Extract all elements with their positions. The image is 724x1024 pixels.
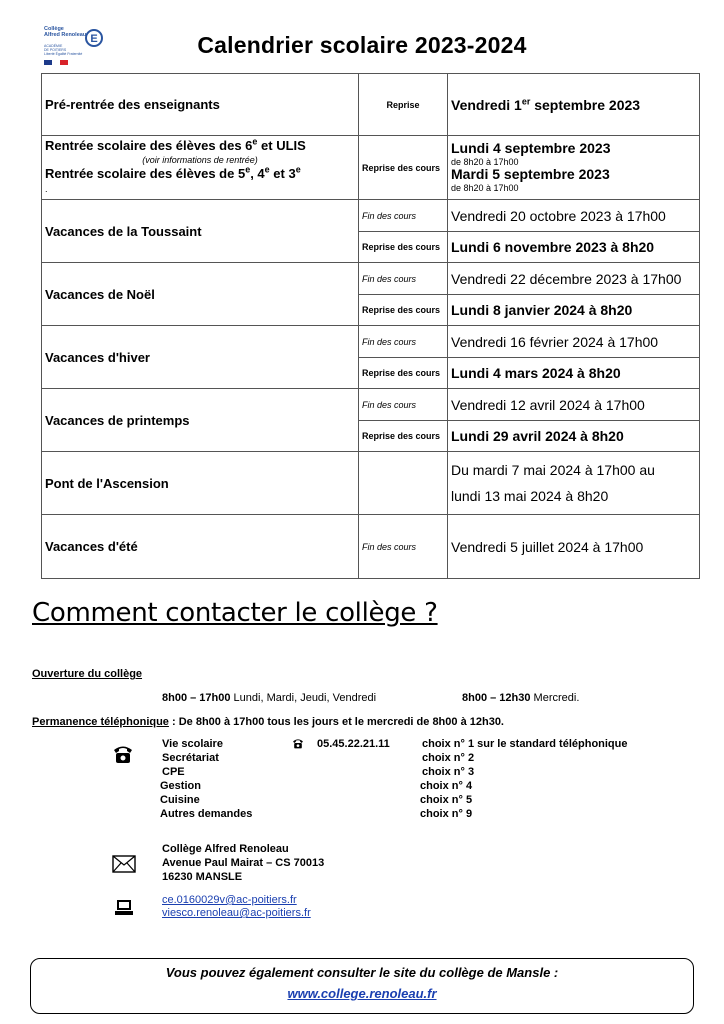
service-choice: choix n° 9 [420, 808, 473, 820]
row-date: Vendredi 5 juillet 2024 à 17h00 [448, 515, 700, 579]
date-line: Du mardi 7 mai 2024 à 17h00 au [451, 462, 655, 478]
hours-weekdays [162, 692, 376, 704]
service-choice: choix n° 4 [420, 780, 473, 792]
envelope-icon [112, 855, 136, 873]
row-mid: Reprise des cours [359, 358, 448, 389]
row-date: Lundi 6 novembre 2023 à 8h20 [448, 232, 700, 263]
label-part: et 3 [269, 166, 296, 181]
logo-sub2: DE POITIERS [44, 48, 67, 52]
service-choice: choix n° 5 [420, 794, 473, 806]
label-part: Rentrée scolaire des élèves des 6 [45, 138, 253, 153]
table-row [42, 263, 700, 295]
row-label: Pré-rentrée des enseignants [42, 74, 359, 136]
permanence-label: Permanence téléphonique [32, 716, 169, 728]
hours-time: 8h00 – 17h00 [162, 692, 231, 704]
label-sup: e [252, 136, 258, 147]
address-line: Collège Alfred Renoleau [162, 843, 289, 855]
website-box [30, 958, 694, 1014]
date-line: Lundi 4 septembre 2023 [451, 139, 611, 156]
row-date: Vendredi 22 décembre 2023 à 17h00 [448, 263, 700, 295]
service-name: Autres demandes [160, 808, 253, 820]
permanence-text: : De 8h00 à 17h00 tous les jours et le mercredi de 8h00 à 12h30. [168, 716, 504, 728]
row-label: Vacances d'été [42, 515, 359, 579]
date-line: lundi 13 mai 2024 à 8h20 [451, 488, 609, 504]
address-line: Avenue Paul Mairat – CS 70013 [162, 857, 325, 869]
logo-sub3: Liberté Égalité Fraternité [44, 52, 83, 56]
service-choice: choix n° 2 [422, 752, 475, 764]
label-part: , 4 [250, 166, 265, 181]
row-label: Pont de l'Ascension [42, 452, 359, 515]
label-part: Rentrée scolaire des élèves de 5 [45, 166, 246, 181]
telephone-icon [112, 744, 134, 764]
table-row [42, 136, 700, 200]
table-row [42, 515, 700, 579]
label-sup: e [245, 164, 251, 175]
service-name: Secrétariat [162, 752, 219, 764]
row-date [448, 74, 700, 136]
service-name: Vie scolaire [162, 738, 223, 750]
time-line: de 8h20 à 17h00 [451, 156, 519, 167]
ouverture-label: Ouverture du collège [32, 668, 143, 680]
svg-text:E: E [90, 33, 98, 45]
service-choice: choix n° 3 [422, 766, 475, 778]
date-sup: er [521, 95, 531, 106]
label-sup: e [295, 164, 301, 175]
table-row [42, 452, 700, 515]
logo-sub1: ACADÉMIE [44, 44, 63, 48]
date-line: Mardi 5 septembre 2023 [451, 165, 610, 182]
service-name: Gestion [160, 780, 201, 792]
table-row [42, 389, 700, 421]
page-title: Calendrier scolaire 2023-2024 [197, 32, 527, 58]
website-link[interactable]: www.college.renoleau.fr [287, 986, 437, 1001]
row-date [448, 136, 700, 200]
row-mid: Reprise des cours [359, 232, 448, 263]
row-mid: Fin des cours [359, 515, 448, 579]
logo-line1: Collège [44, 26, 64, 32]
permanence-line [32, 716, 504, 728]
hours-days: Mercredi. [530, 692, 580, 704]
row-date: Lundi 4 mars 2024 à 8h20 [448, 358, 700, 389]
row-label [42, 136, 359, 200]
row-mid: Reprise des cours [359, 295, 448, 326]
table-row [42, 326, 700, 358]
hours-time: 8h00 – 12h30 [462, 692, 531, 704]
logo-line2: Alfred Renoleau [44, 32, 87, 38]
phone-number: 05.45.22.21.11 [317, 738, 390, 750]
label-sup: e [264, 164, 270, 175]
row-mid: Reprise des cours [359, 421, 448, 452]
row-label: Vacances de printemps [42, 389, 359, 452]
computer-icon [114, 899, 134, 917]
label-part: et ULIS [257, 138, 306, 153]
row-mid: Reprise [359, 74, 448, 136]
row-date [448, 452, 700, 515]
row-label: Vacances de Noël [42, 263, 359, 326]
table-row [42, 74, 700, 136]
date-part: septembre 2023 [530, 96, 641, 113]
telephone-small-icon [292, 738, 304, 749]
hours-wednesday [462, 692, 579, 704]
row-date: Vendredi 16 février 2024 à 17h00 [448, 326, 700, 358]
row-mid: Fin des cours [359, 263, 448, 295]
label-dot: . [45, 184, 48, 194]
date-part: Vendredi 1 [451, 96, 522, 113]
contact-heading: Comment contacter le collège ? [32, 598, 438, 628]
address-line: 16230 MANSLE [162, 871, 243, 883]
website-text: Vous pouvez également consulter le site du collège de Mansle : [165, 965, 559, 980]
calendar-table [41, 73, 700, 579]
french-flag-icon [44, 60, 68, 65]
row-mid: Fin des cours [359, 200, 448, 232]
row-date: Vendredi 20 octobre 2023 à 17h00 [448, 200, 700, 232]
row-mid: Fin des cours [359, 326, 448, 358]
row-date: Lundi 29 avril 2024 à 8h20 [448, 421, 700, 452]
row-mid [359, 452, 448, 515]
rentree-note: (voir informations de rentrée) [142, 155, 258, 165]
row-date: Lundi 8 janvier 2024 à 8h20 [448, 295, 700, 326]
time-line: de 8h20 à 17h00 [451, 182, 519, 193]
row-date: Vendredi 12 avril 2024 à 17h00 [448, 389, 700, 421]
service-name: CPE [162, 766, 185, 778]
service-choice: choix n° 1 sur le standard téléphonique [422, 738, 628, 750]
row-label: Vacances de la Toussaint [42, 200, 359, 263]
row-mid: Reprise des cours [359, 136, 448, 200]
row-label: Vacances d'hiver [42, 326, 359, 389]
email-link[interactable]: viesco.renoleau@ac-poitiers.fr [162, 907, 311, 919]
row-mid: Fin des cours [359, 389, 448, 421]
email-link[interactable]: ce.0160029v@ac-poitiers.fr [162, 894, 297, 906]
service-name: Cuisine [160, 794, 200, 806]
table-row [42, 200, 700, 232]
hours-days: Lundi, Mardi, Jeudi, Vendredi [230, 692, 377, 704]
